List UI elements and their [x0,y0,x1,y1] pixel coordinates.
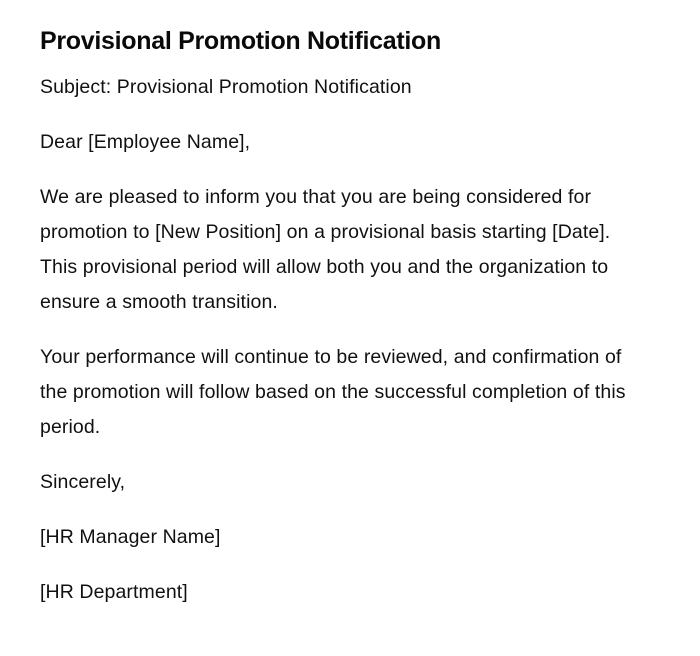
signature-department: [HR Department] [40,581,188,603]
signature-name: [HR Manager Name] [40,526,221,548]
document-title: Provisional Promotion Notification [40,27,441,55]
salutation: Dear [Employee Name], [40,131,251,153]
letter-document [40,22,640,630]
closing: Sincerely, [40,471,126,493]
subject-line: Subject: Provisional Promotion Notification [40,76,412,98]
body-paragraph-1: We are pleased to inform you that you are being considered for promotion to [New Position] on a provisional basis starting [Date]. This provisional period will allow both you and the organization to ensure a smooth transition. [40,186,611,313]
body-paragraph-2: Your performance will continue to be reviewed, and confirmation of the promotion will follow based on the successful completion of this period. [40,346,626,438]
